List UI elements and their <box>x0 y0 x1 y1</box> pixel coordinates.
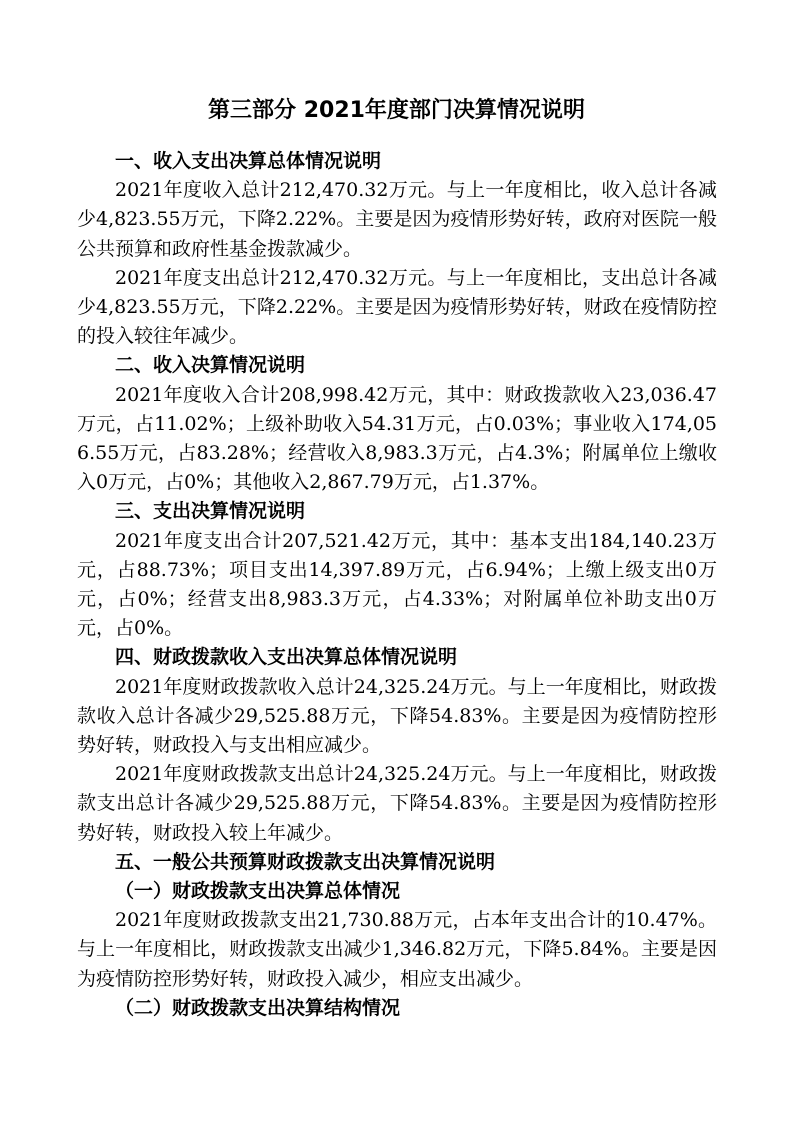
paragraph: 2021年度财政拨款收入总计24,325.24万元。与上一年度相比，财政拨款收入总计各减少29,525.88万元，下降54.83%。主要是因为疫情防控形势好转，财政投入与支出相应减少。 <box>77 675 717 757</box>
section-heading: 四、财政拨款收入支出决算总体情况说明 <box>115 646 458 669</box>
section-heading: 二、收入决算情况说明 <box>115 354 306 377</box>
paragraph: 2021年度财政拨款支出总计24,325.24万元。与上一年度相比，财政拨款支出总计各减少29,525.88万元，下降54.83%。主要是因为疫情防控形势好转，财政投入较上年减少。 <box>77 763 717 844</box>
section-fiscal-appropriation-overview <box>77 643 717 847</box>
paragraph: 2021年度收入总计212,470.32万元。与上一年度相比，收入总计各减少4,823.55万元，下降2.22%。主要是因为疫情形势好转，政府对医院一般公共预算和政府性基金拨款减少。 <box>77 179 717 260</box>
page-title: 第三部分 2021年度部门决算情况说明 <box>208 98 585 123</box>
paragraph: 2021年度支出合计207,521.42万元，其中：基本支出184,140.23万元，占88.73%；项目支出14,397.89万元，占6.94%；上缴上级支出0万元，占0%；经营支出8,983.3万元，占4.33%；对附属单位补助支出0万元，占0%。 <box>77 529 717 640</box>
paragraph: 2021年度收入合计208,998.42万元，其中：财政拨款收入23,036.47万元，占11.02%；上级补助收入54.31万元，占0.03%；事业收入174,056.55万元，占83.28%；经营收入8,983.3万元，占4.3%；附属单位上缴收入0万元，占0%；其他收入2,867.79万元，占1.37%。 <box>77 383 717 494</box>
section-heading: 三、支出决算情况说明 <box>115 500 306 523</box>
subsection-heading: （二）财政拨款支出决算结构情况 <box>115 996 401 1019</box>
section-general-public-budget <box>77 848 717 1023</box>
section-income-expenditure-overview <box>77 147 717 351</box>
paragraph: 2021年度财政拨款支出21,730.88万元，占本年支出合计的10.47%。与上一年度相比，财政拨款支出减少1,346.82万元，下降5.84%。主要是因为疫情防控形势好转，财政投入减少，相应支出减少。 <box>77 909 717 990</box>
section-income-details <box>77 351 717 497</box>
paragraph: 2021年度支出总计212,470.32万元。与上一年度相比，支出总计各减少4,823.55万元，下降2.22%。主要是因为疫情形势好转，财政在疫情防控的投入较往年减少。 <box>77 266 717 348</box>
subsection-heading: （一）财政拨款支出决算总体情况 <box>115 880 401 903</box>
section-expenditure-details <box>77 497 717 643</box>
section-heading: 五、一般公共预算财政拨款支出决算情况说明 <box>115 850 496 873</box>
document-body <box>77 147 717 1023</box>
section-heading: 一、收入支出决算总体情况说明 <box>115 150 382 172</box>
